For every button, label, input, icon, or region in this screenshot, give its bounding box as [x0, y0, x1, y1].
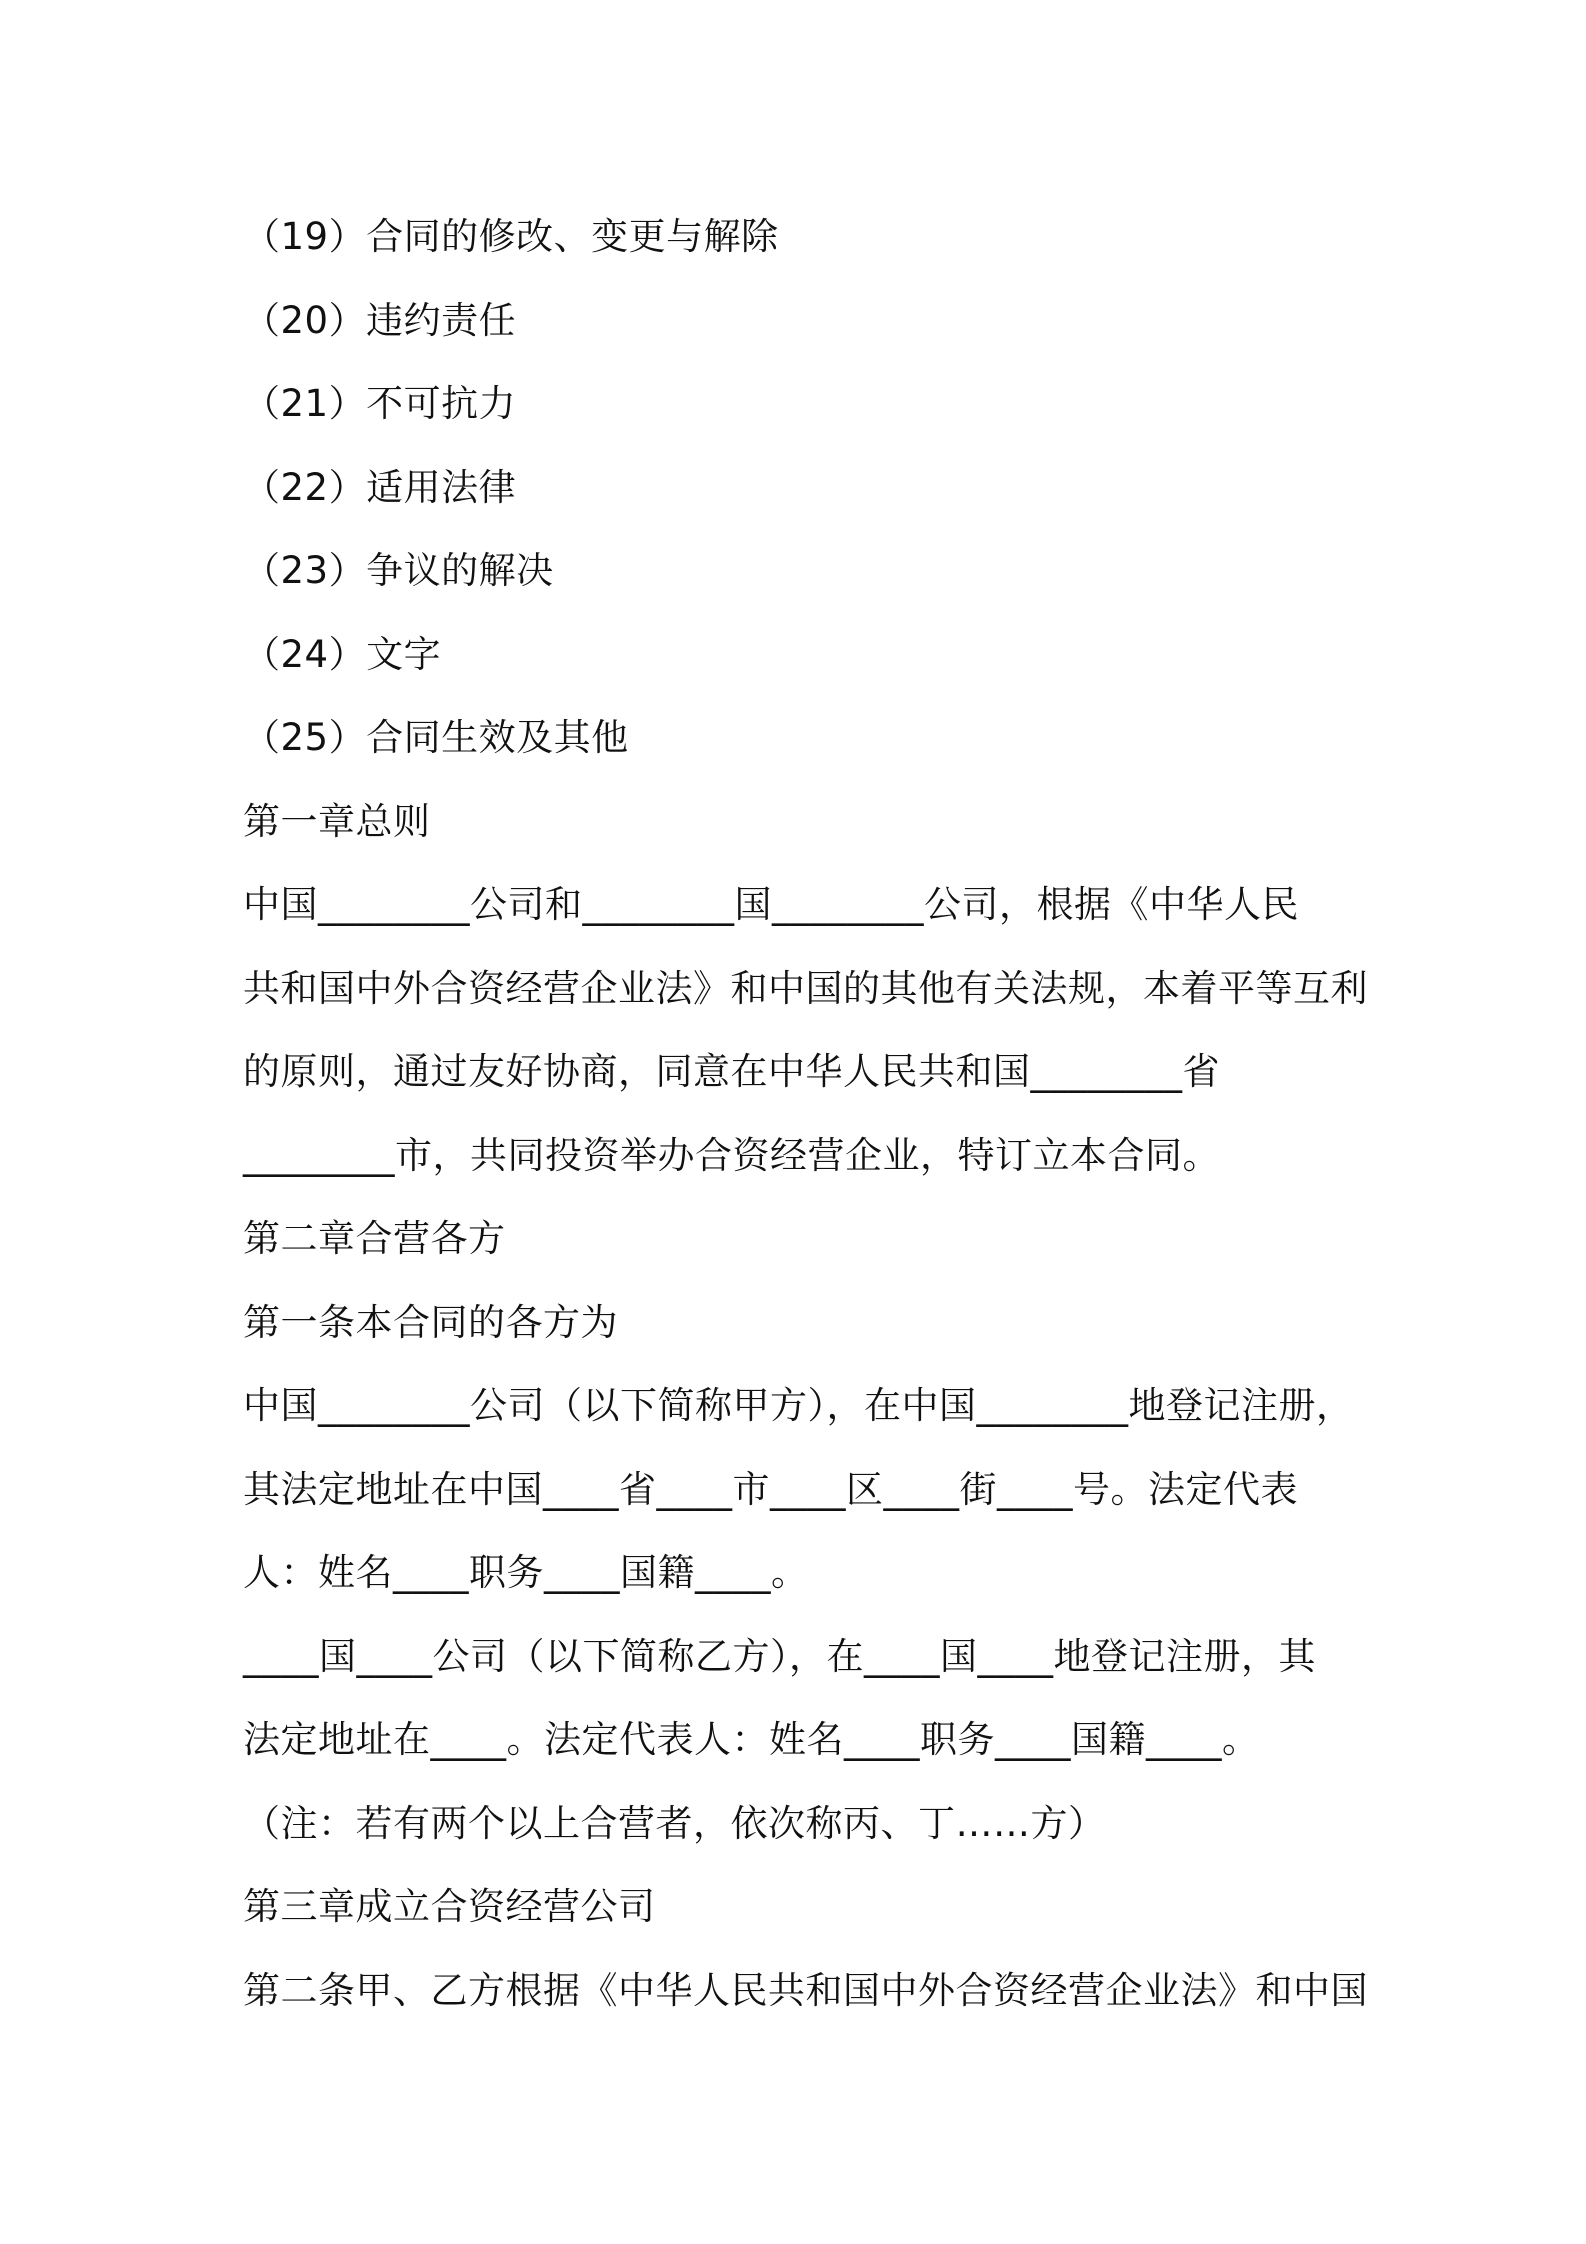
party-a-paragraph: [243, 1364, 1353, 1615]
chapter-1-heading: 第一章总则: [243, 799, 431, 843]
paragraph-line: 中国________公司和________国________公司，根据《中华人民: [243, 883, 1299, 926]
chapter-1-paragraph: [243, 863, 1368, 1197]
paragraph-line: 法定地址在____。法定代表人：姓名____职务____国籍____。: [243, 1718, 1260, 1761]
paragraph-line: 共和国中外合资经营企业法》和中国的其他有关法规，本着平等互利: [243, 966, 1368, 1010]
paragraph-line: ________市，共同投资举办合资经营企业，特订立本合同。: [243, 1133, 1220, 1177]
document-body: [243, 195, 1368, 2032]
toc-item: （19）合同的修改、变更与解除: [243, 215, 779, 258]
toc-item: （20）违约责任: [243, 298, 517, 342]
article-1-title: 第一条本合同的各方为: [243, 1300, 618, 1344]
party-b-paragraph: [243, 1615, 1353, 1782]
toc-item: （21）不可抗力: [243, 382, 517, 425]
toc-item: （24）文字: [243, 632, 442, 676]
paragraph-line: ____国____公司（以下简称乙方），在____国____地登记注册，其: [243, 1634, 1316, 1678]
toc-item: （23）争议的解决: [243, 549, 554, 592]
chapter-2-heading: 第二章合营各方: [243, 1217, 506, 1260]
chapter-3-heading: 第三章成立合资经营公司: [243, 1885, 656, 1928]
paragraph-line: 的原则，通过友好协商，同意在中华人民共和国________省: [243, 1050, 1220, 1093]
parties-note: （注：若有两个以上合营者，依次称丙、丁……方）: [243, 1801, 1106, 1845]
paragraph-line: 人：姓名____职务____国籍____。: [243, 1551, 809, 1594]
toc-item: （22）适用法律: [243, 465, 517, 509]
article-2-line: 第二条甲、乙方根据《中华人民共和国中外合资经营企业法》和中国: [243, 1968, 1368, 2012]
paragraph-line: 其法定地址在中国____省____市____区____街____号。法定代表: [243, 1467, 1298, 1511]
paragraph-line: 中国________公司（以下简称甲方），在中国________地登记注册，: [243, 1384, 1354, 1427]
toc-item: （25）合同生效及其他: [243, 716, 629, 759]
toc-list: [243, 195, 1353, 780]
